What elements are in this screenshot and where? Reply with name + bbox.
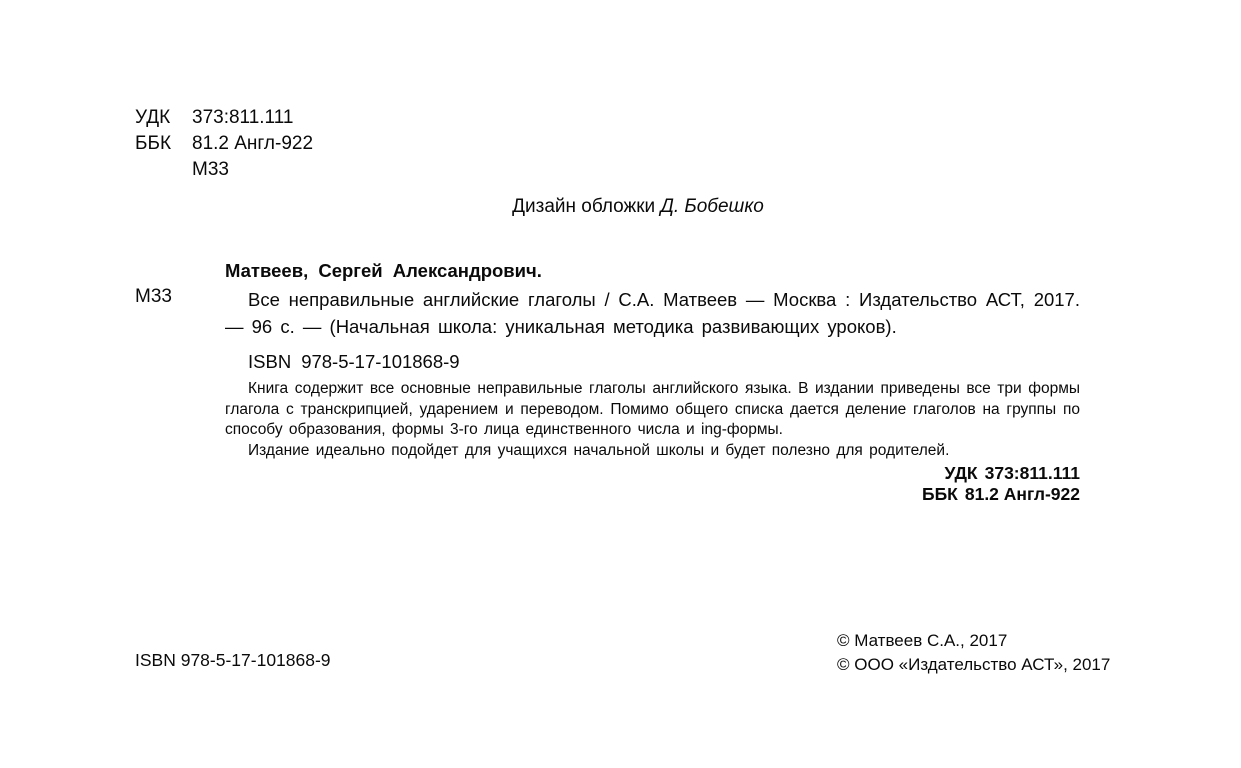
cover-design-prefix: Дизайн обложки [512,196,661,217]
author-code-spacer [135,157,192,183]
top-classification-codes [135,105,313,183]
cover-design-credit [196,195,1080,219]
udk-label: УДК [135,107,171,128]
right-udk-label: УДК [944,463,978,483]
annotation-paragraph-1: Книга содержит все основные неправильные глаголы английского языка. В издании приведены все три формы глагола с транскрипцией, ударением и переводом. Помимо общего списка дается деление глаголов на группы по способу образования, формы 3-го лица единственного числа и ing-формы. [225,380,1080,438]
catalog-isbn-value: 978-5-17-101868-9 [301,351,460,372]
hanging-author-code: М33 [135,286,172,307]
right-bbk-value: 81.2 Англ-922 [964,483,1080,504]
catalog-card [225,257,1080,373]
catalog-author: Матвеев, Сергей Александрович. [225,260,542,281]
cover-designer-name: Д. Бобешко [660,196,764,217]
annotation [225,379,1080,461]
copyright-publisher: © ООО «Издательство АСТ», 2017 [837,654,1111,674]
copyright-author: © Матвеев С.А., 2017 [837,631,1008,650]
right-bbk-line [922,484,1080,505]
bbk-value: 81.2 Англ-922 [192,133,314,154]
footer-isbn: ISBN 978-5-17-101868-9 [135,650,331,670]
catalog-description: Все неправильные английские глаголы / С.А. Матвеев — Москва : Издательство АСТ, 2017. — 96 с. — (Начальная школа: уникальная методика развивающих уроков). [225,289,1080,337]
right-udk-line [922,463,1080,484]
right-bbk-label: ББК [922,483,958,504]
copyright-block [837,629,1110,676]
catalog-isbn-line [225,351,1080,373]
catalog-isbn-label: ISBN [248,351,292,372]
udk-value: 373:811.111 [192,107,294,128]
author-code: М33 [192,159,229,180]
right-udk-value: 373:811.111 [984,463,1080,483]
bbk-label: ББК [135,133,172,154]
annotation-paragraph-2: Издание идеально подойдет для учащихся начальной школы и будет полезно для родителей. [248,441,950,459]
right-classification-codes [922,463,1080,504]
